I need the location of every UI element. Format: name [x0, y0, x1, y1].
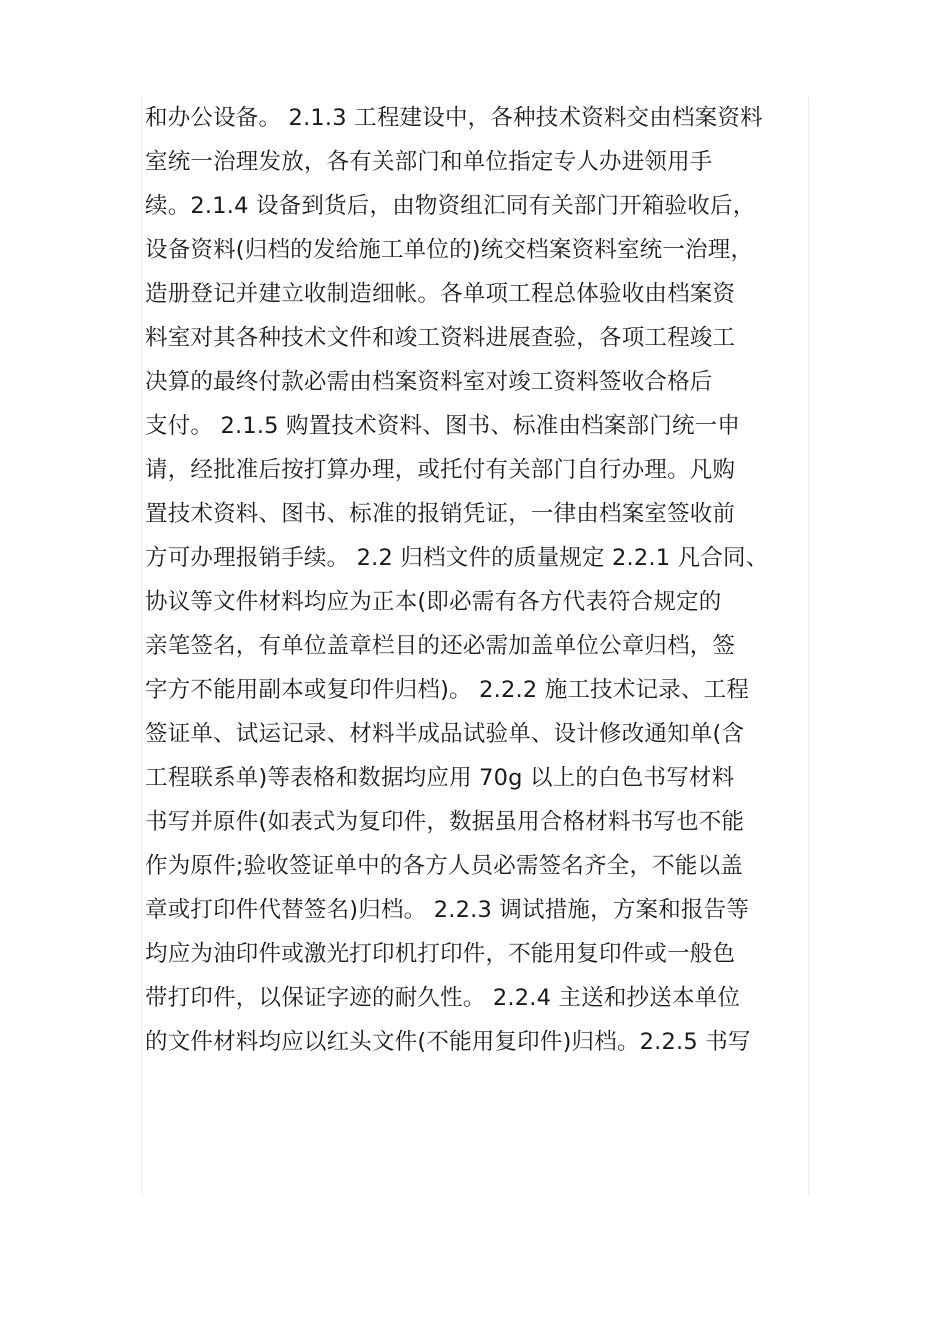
text-line: 的文件材料均应以红头文件(不能用复印件)归档。2.2.5 书写 — [145, 1029, 751, 1055]
body-text — [145, 96, 845, 1064]
text-line: 协议等文件材料均应为正本(即必需有各方代表符合规定的 — [145, 589, 722, 615]
text-line: 作为原件;验收签证单中的各方人员必需签名齐全，不能以盖 — [145, 853, 743, 879]
text-line: 均应为油印件或激光打印机打印件，不能用复印件或一般色 — [145, 941, 736, 967]
text-line: 亲笔签名，有单位盖章栏目的还必需加盖单位公章归档，签 — [145, 633, 736, 659]
text-line: 续。2.1.4 设备到货后，由物资组汇同有关部门开箱验收后， — [145, 193, 756, 219]
text-line: 字方不能用副本或复印件归档)。 2.2.2 施工技术记录、工程 — [145, 677, 750, 703]
text-line: 室统一治理发放，各有关部门和单位指定专人办进领用手 — [145, 149, 713, 175]
text-line: 料室对其各种技术文件和竣工资料进展查验，各项工程竣工 — [145, 325, 736, 351]
text-line: 带打印件，以保证字迹的耐久性。 2.2.4 主送和抄送本单位 — [145, 985, 741, 1011]
text-line: 请，经批准后按打算办理，或托付有关部门自行办理。凡购 — [145, 457, 736, 483]
text-line: 签证单、试运记录、材料半成品试验单、设计修改通知单(含 — [145, 721, 745, 747]
text-line: 和办公设备。 2.1.3 工程建设中，各种技术资料交由档案资料 — [145, 105, 763, 131]
text-line: 支付。 2.1.5 购置技术资料、图书、标准由档案部门统一申 — [145, 413, 741, 439]
page-border-left — [141, 97, 142, 1195]
text-line: 工程联系单)等表格和数据均应用 70g 以上的白色书写材料 — [145, 765, 735, 791]
text-line: 方可办理报销手续。 2.2 归档文件的质量规定 2.2.1 凡合同、 — [145, 545, 769, 571]
text-line: 章或打印件代替签名)归档。 2.2.3 调试措施，方案和报告等 — [145, 897, 750, 923]
text-line: 书写并原件(如表式为复印件，数据虽用合格材料书写也不能 — [145, 809, 745, 835]
text-line: 造册登记并建立收制造细帐。各单项工程总体验收由档案资 — [145, 281, 736, 307]
text-line: 置技术资料、图书、标准的报销凭证，一律由档案室签收前 — [145, 501, 736, 527]
text-line: 设备资料(归档的发给施工单位的)统交档案资料室统一治理， — [145, 237, 754, 263]
text-line: 决算的最终付款必需由档案资料室对竣工资料签收合格后 — [145, 369, 713, 395]
